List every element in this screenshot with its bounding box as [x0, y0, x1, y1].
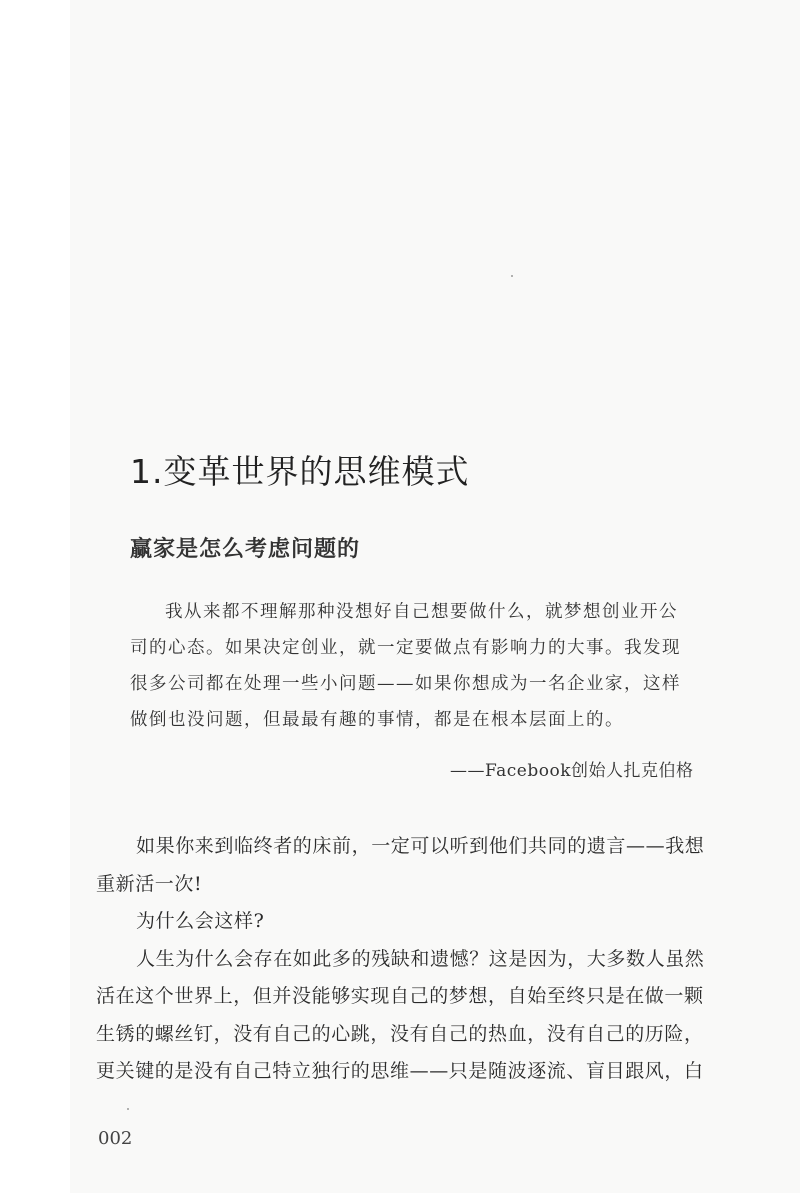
quote-line: 司的心态。如果决定创业，就一定要做点有影响力的大事。我发现	[130, 638, 681, 658]
page-number: 002	[98, 1128, 133, 1149]
quote-line: 做倒也没问题，但最最有趣的事情，都是在根本层面上的。	[130, 710, 624, 730]
scan-speck	[127, 1108, 129, 1110]
quote-line: 我从来都不理解那种没想好自己想要做什么，就梦想创业开公	[165, 602, 678, 622]
epigraph-quote	[130, 594, 692, 738]
quote-attribution: ——Facebook创始人扎克伯格	[450, 761, 694, 781]
body-line: 如果你来到临终者的床前，一定可以听到他们共同的遗言——我想	[136, 835, 705, 857]
body-line: 人生为什么会存在如此多的残缺和遗憾？这是因为，大多数人虽然	[136, 947, 705, 970]
body-line: 更关键的是没有自己特立独行的思维——只是随波逐流、盲目跟风，白	[96, 1060, 704, 1082]
quote-line: 很多公司都在处理一些小问题——如果你想成为一名企业家，这样	[130, 674, 681, 694]
body-line: 为什么会这样?	[136, 910, 265, 932]
body-text	[96, 828, 705, 1091]
body-line: 重新活一次!	[96, 872, 203, 895]
body-line: 活在这个世界上，但并没能够实现自己的梦想，自始至终只是在做一颗	[96, 985, 704, 1007]
section-title: 赢家是怎么考虑问题的	[130, 537, 361, 562]
body-line: 生锈的螺丝钉，没有自己的心跳，没有自己的热血，没有自己的历险，	[96, 1022, 704, 1045]
scan-speck	[511, 275, 513, 277]
chapter-title: 1.变革世界的思维模式	[130, 452, 470, 491]
